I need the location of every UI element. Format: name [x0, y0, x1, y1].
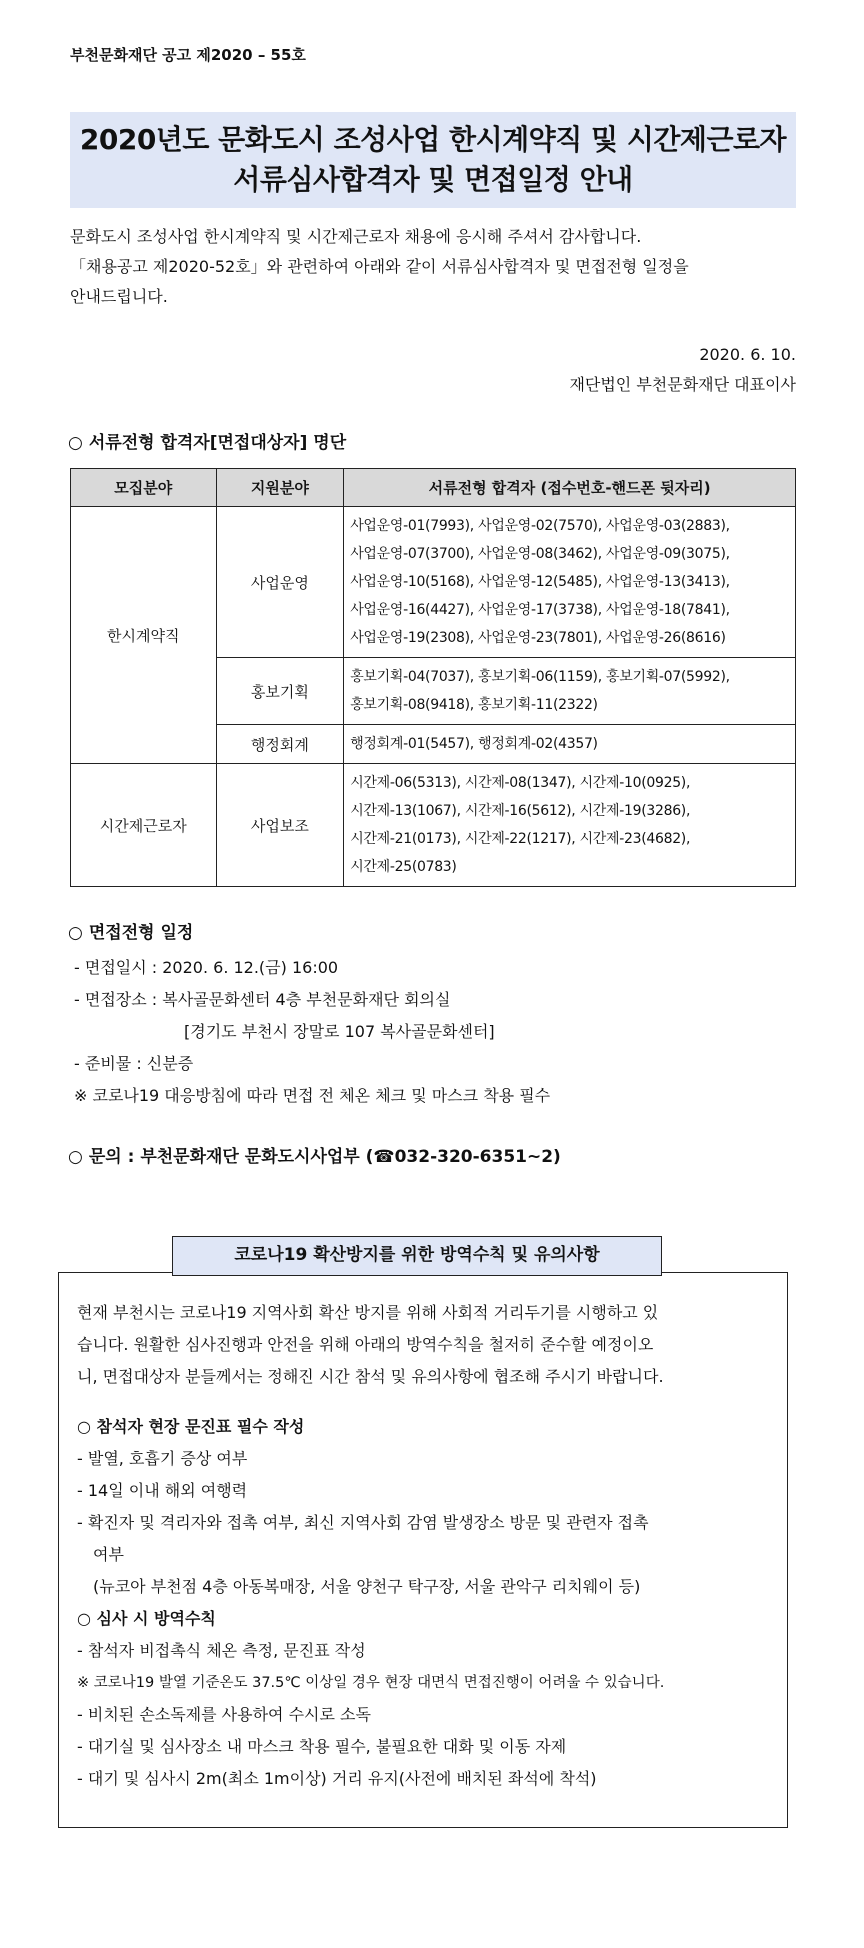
candidate-list	[344, 507, 796, 658]
column-header: 모집분야	[71, 469, 217, 507]
covid-para-line: 습니다. 원활한 심사진행과 안전을 위해 아래의 방역수칙을 철저히 준수할 예정이오	[77, 1335, 654, 1354]
interview-prep: - 준비물 : 신분증	[74, 1054, 194, 1073]
title-banner	[70, 112, 796, 208]
covid-subheading-questionnaire: ○ 참석자 현장 문진표 필수 작성	[77, 1417, 305, 1436]
column-header: 지원분야	[216, 469, 344, 507]
candidate-line: 사업운영-07(3700), 사업운영-08(3462), 사업운영-09(3075),	[350, 546, 730, 562]
interview-address: [경기도 부천시 장말로 107 복사골문화센터]	[184, 1022, 495, 1041]
field-cell: 사업보조	[216, 764, 344, 887]
issuer: 재단법인 부천문화재단 대표이사	[569, 375, 796, 394]
list-item: - 대기실 및 심사장소 내 마스크 착용 필수, 불필요한 대화 및 이동 자제	[77, 1737, 567, 1756]
intro-line-2: 「채용공고 제2020-52호」와 관련하여 아래와 같이 서류심사합격자 및 면접전형 일정을	[70, 257, 689, 276]
category-cell: 한시계약직	[71, 507, 217, 764]
candidate-list	[344, 725, 796, 764]
list-item: ※ 코로나19 발열 기준온도 37.5℃ 이상일 경우 현장 대면식 면접진행이 어려울 수 있습니다.	[77, 1675, 665, 1691]
list-item: - 발열, 호흡기 증상 여부	[77, 1449, 248, 1468]
list-item: - 참석자 비접촉식 체온 측정, 문진표 작성	[77, 1641, 366, 1660]
covid-box-title: 코로나19 확산방지를 위한 방역수칙 및 유의사항	[172, 1236, 662, 1276]
intro-line-1: 문화도시 조성사업 한시계약직 및 시간제근로자 채용에 응시해 주셔서 감사합니다.	[70, 227, 642, 246]
results-heading-text: 서류전형 합격자[면접대상자] 명단	[88, 433, 347, 453]
list-item: - 14일 이내 해외 여행력	[77, 1481, 248, 1500]
candidate-line: 사업운영-10(5168), 사업운영-12(5485), 사업운영-13(3413),	[350, 574, 730, 590]
field-cell: 홍보기획	[216, 658, 344, 725]
table-row	[71, 507, 796, 658]
title-line-2: 서류심사합격자 및 면접일정 안내	[233, 163, 633, 196]
interview-note: ※ 코로나19 대응방침에 따라 면접 전 체온 체크 및 마스크 착용 필수	[74, 1086, 551, 1105]
covid-paragraph	[77, 1297, 769, 1393]
title-line-1: 2020년도 문화도시 조성사업 한시계약직 및 시간제근로자	[79, 123, 787, 156]
list-item: - 대기 및 심사시 2m(최소 1m이상) 거리 유지(사전에 배치된 좌석에 착석)	[77, 1769, 597, 1788]
circle-bullet-icon: ○	[68, 923, 83, 943]
list-item: (뉴코아 부천점 4층 아동복매장, 서울 양천구 탁구장, 서울 관악구 리치웨이 등)	[93, 1577, 641, 1596]
covid-para-line: 니, 면접대상자 분들께서는 정해진 시간 참석 및 유의사항에 협조해 주시기 바랍니다.	[77, 1367, 664, 1386]
category-cell: 시간제근로자	[71, 764, 217, 887]
field-cell: 행정회계	[216, 725, 344, 764]
candidate-list	[344, 658, 796, 725]
table-row	[71, 764, 796, 887]
candidate-list	[344, 764, 796, 887]
notice-number: 부천문화재단 공고 제2020 – 55호	[70, 46, 306, 64]
candidate-line: 시간제-06(5313), 시간제-08(1347), 시간제-10(0925),	[350, 775, 691, 791]
notice-date: 2020. 6. 10.	[699, 345, 796, 364]
column-header: 서류전형 합격자 (접수번호-핸드폰 뒷자리)	[344, 469, 796, 507]
table-header-row	[71, 469, 796, 507]
interview-heading	[68, 918, 193, 943]
results-heading	[68, 428, 346, 453]
list-item: - 확진자 및 격리자와 접촉 여부, 최신 지역사회 감염 발생장소 방문 및 관련자 접촉	[77, 1513, 649, 1532]
contact-heading	[68, 1142, 561, 1167]
list-item: 여부	[93, 1545, 124, 1564]
field-cell: 사업운영	[216, 507, 344, 658]
candidate-line: 홍보기획-04(7037), 홍보기획-06(1159), 홍보기획-07(5992),	[350, 669, 730, 685]
covid-notice-box	[58, 1272, 788, 1828]
intro-line-3: 안내드립니다.	[70, 287, 168, 306]
date-block	[569, 340, 796, 400]
covid-subheading-rules: ○ 심사 시 방역수칙	[77, 1609, 216, 1628]
candidate-line: 행정회계-01(5457), 행정회계-02(4357)	[350, 736, 598, 752]
contact-text: 문의 : 부천문화재단 문화도시사업부 (☎032-320-6351~2)	[88, 1147, 561, 1167]
interview-heading-text: 면접전형 일정	[88, 923, 194, 943]
interview-schedule	[74, 952, 550, 1112]
interview-date: - 면접일시 : 2020. 6. 12.(금) 16:00	[74, 958, 339, 977]
candidate-line: 홍보기획-08(9418), 홍보기획-11(2322)	[350, 697, 598, 713]
candidate-line: 시간제-13(1067), 시간제-16(5612), 시간제-19(3286),	[350, 803, 691, 819]
covid-para-line: 현재 부천시는 코로나19 지역사회 확산 방지를 위해 사회적 거리두기를 시행하고 있	[77, 1303, 659, 1322]
interview-place: - 면접장소 : 복사골문화센터 4층 부천문화재단 회의실	[74, 990, 451, 1009]
intro-paragraph	[70, 222, 800, 312]
candidate-line: 시간제-25(0783)	[350, 859, 457, 875]
results-table	[70, 468, 796, 887]
circle-bullet-icon: ○	[68, 433, 83, 453]
circle-bullet-icon: ○	[68, 1147, 83, 1167]
candidate-line: 사업운영-16(4427), 사업운영-17(3738), 사업운영-18(7841),	[350, 602, 730, 618]
candidate-line: 사업운영-19(2308), 사업운영-23(7801), 사업운영-26(8616)	[350, 630, 726, 646]
candidate-line: 사업운영-01(7993), 사업운영-02(7570), 사업운영-03(2883),	[350, 518, 730, 534]
list-item: - 비치된 손소독제를 사용하여 수시로 소독	[77, 1705, 371, 1724]
candidate-line: 시간제-21(0173), 시간제-22(1217), 시간제-23(4682),	[350, 831, 691, 847]
